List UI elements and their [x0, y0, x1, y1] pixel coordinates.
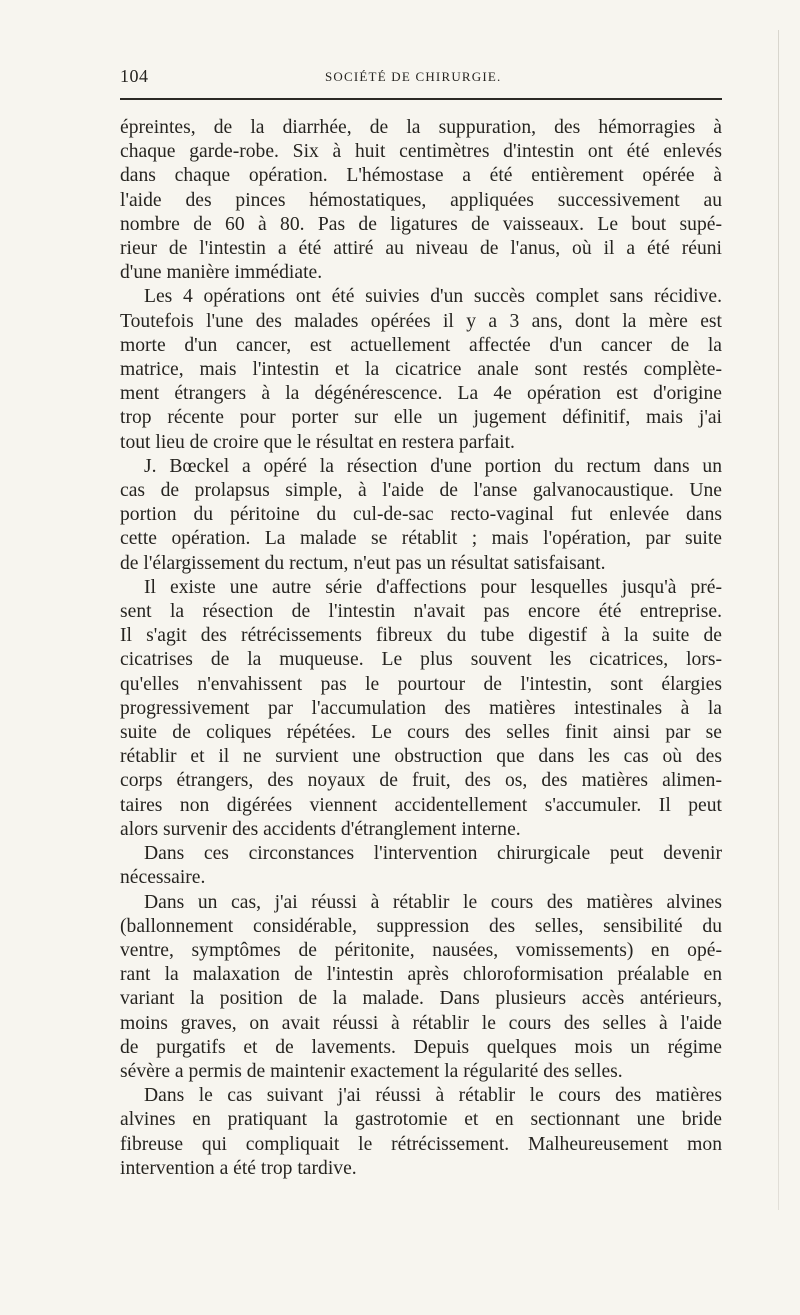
- text-line: nécessaire.: [120, 867, 206, 889]
- text-line: (ballonnement considérable, suppression des selles, sensibilité du: [120, 915, 722, 937]
- text-line: d'une manière immédiate.: [120, 262, 323, 284]
- text-line: dans chaque opération. L'hémostase a été entièrement opérée à: [120, 165, 722, 187]
- text-line: alvines en pratiquant la gastrotomie et en sectionnant une bride: [120, 1109, 722, 1131]
- body-text: [120, 116, 722, 1181]
- text-line: de purgatifs et de lavements. Depuis quelques mois un régime: [120, 1036, 722, 1058]
- text-line: cette opération. La malade se rétablit ; mais l'opération, par suite: [120, 528, 722, 550]
- text-line: variant la position de la malade. Dans plusieurs accès antérieurs,: [120, 988, 722, 1010]
- text-line: cas de prolapsus simple, à l'aide de l'anse galvanocaustique. Une: [120, 480, 722, 502]
- text-line: moins graves, on avait réussi à rétablir le cours des selles à l'aide: [120, 1012, 722, 1034]
- text-line: Dans un cas, j'ai réussi à rétablir le cours des matières alvines: [144, 891, 722, 913]
- text-line: chaque garde-robe. Six à huit centimètres d'intestin ont été enlevés: [120, 141, 722, 163]
- text-line: taires non digérées viennent accidentellement s'accumuler. Il peut: [120, 794, 722, 816]
- text-line: rétablir et il ne survient une obstruction que dans les cas où des: [120, 746, 722, 768]
- text-line: Il s'agit des rétrécissements fibreux du tube digestif à la suite de: [120, 625, 722, 647]
- text-line: nombre de 60 à 80. Pas de ligatures de vaisseaux. Le bout supé-: [120, 213, 722, 235]
- text-line: de l'élargissement du rectum, n'eut pas un résultat satisfaisant.: [120, 552, 606, 574]
- page-edge-line: [778, 30, 779, 1210]
- text-line: cicatrises de la muqueuse. Le plus souvent les cicatrices, lors-: [120, 649, 722, 671]
- page-number: 104: [120, 66, 149, 86]
- header-rule: [120, 98, 722, 100]
- journal-title: SOCIÉTÉ DE CHIRURGIE.: [325, 69, 502, 84]
- text-line: sévère a permis de maintenir exactement la régularité des selles.: [120, 1060, 623, 1082]
- text-line: progressivement par l'accumulation des matières intestinales à la: [120, 697, 722, 719]
- text-line: Les 4 opérations ont été suivies d'un succès complet sans récidive.: [144, 286, 722, 308]
- text-line: qu'elles n'envahissent pas le pourtour de l'intestin, sont élargies: [120, 673, 722, 695]
- text-line: fibreuse qui compliquait le rétrécissement. Malheureusement mon: [120, 1133, 722, 1155]
- text-line: alors survenir des accidents d'étranglement interne.: [120, 818, 521, 840]
- text-line: l'aide des pinces hémostatiques, appliquées successivement au: [120, 189, 722, 211]
- text-line: tout lieu de croire que le résultat en restera parfait.: [120, 431, 515, 453]
- text-line: corps étrangers, des noyaux de fruit, des os, des matières alimen-: [120, 770, 722, 792]
- text-line: portion du péritoine du cul-de-sac recto-vaginal fut enlevée dans: [120, 504, 722, 526]
- text-line: épreintes, de la diarrhée, de la suppuration, des hémorragies à: [120, 117, 722, 138]
- text-line: suite de coliques répétées. Le cours des selles finit ainsi par se: [120, 722, 722, 744]
- text-line: sent la résection de l'intestin n'avait pas encore été entreprise.: [120, 601, 722, 623]
- text-line: Il existe une autre série d'affections pour lesquelles jusqu'à pré-: [144, 576, 722, 598]
- text-line: matrice, mais l'intestin et la cicatrice anale sont restés complète-: [120, 359, 722, 381]
- text-line: ventre, symptômes de péritonite, nausées, vomissements) en opé-: [120, 939, 722, 961]
- text-line: rieur de l'intestin a été attiré au niveau de l'anus, où il a été réuni: [120, 238, 722, 260]
- text-line: Dans le cas suivant j'ai réussi à rétablir le cours des matières: [144, 1085, 722, 1107]
- text-line: Toutefois l'une des malades opérées il y a 3 ans, dont la mère est: [120, 310, 722, 332]
- text-line: intervention a été trop tardive.: [120, 1157, 357, 1179]
- text-line: Dans ces circonstances l'intervention chirurgicale peut devenir: [144, 843, 722, 865]
- text-line: ment étrangers à la dégénérescence. La 4e opération est d'origine: [120, 383, 722, 405]
- running-head: [120, 66, 722, 88]
- text-line: morte d'un cancer, est actuellement affectée d'un cancer de la: [120, 334, 722, 356]
- text-line: J. Bœckel a opéré la résection d'une portion du rectum dans un: [144, 455, 722, 477]
- text-line: rant la malaxation de l'intestin après chloroformisation préalable en: [120, 964, 722, 986]
- text-line: trop récente pour porter sur elle un jugement définitif, mais j'ai: [120, 407, 722, 429]
